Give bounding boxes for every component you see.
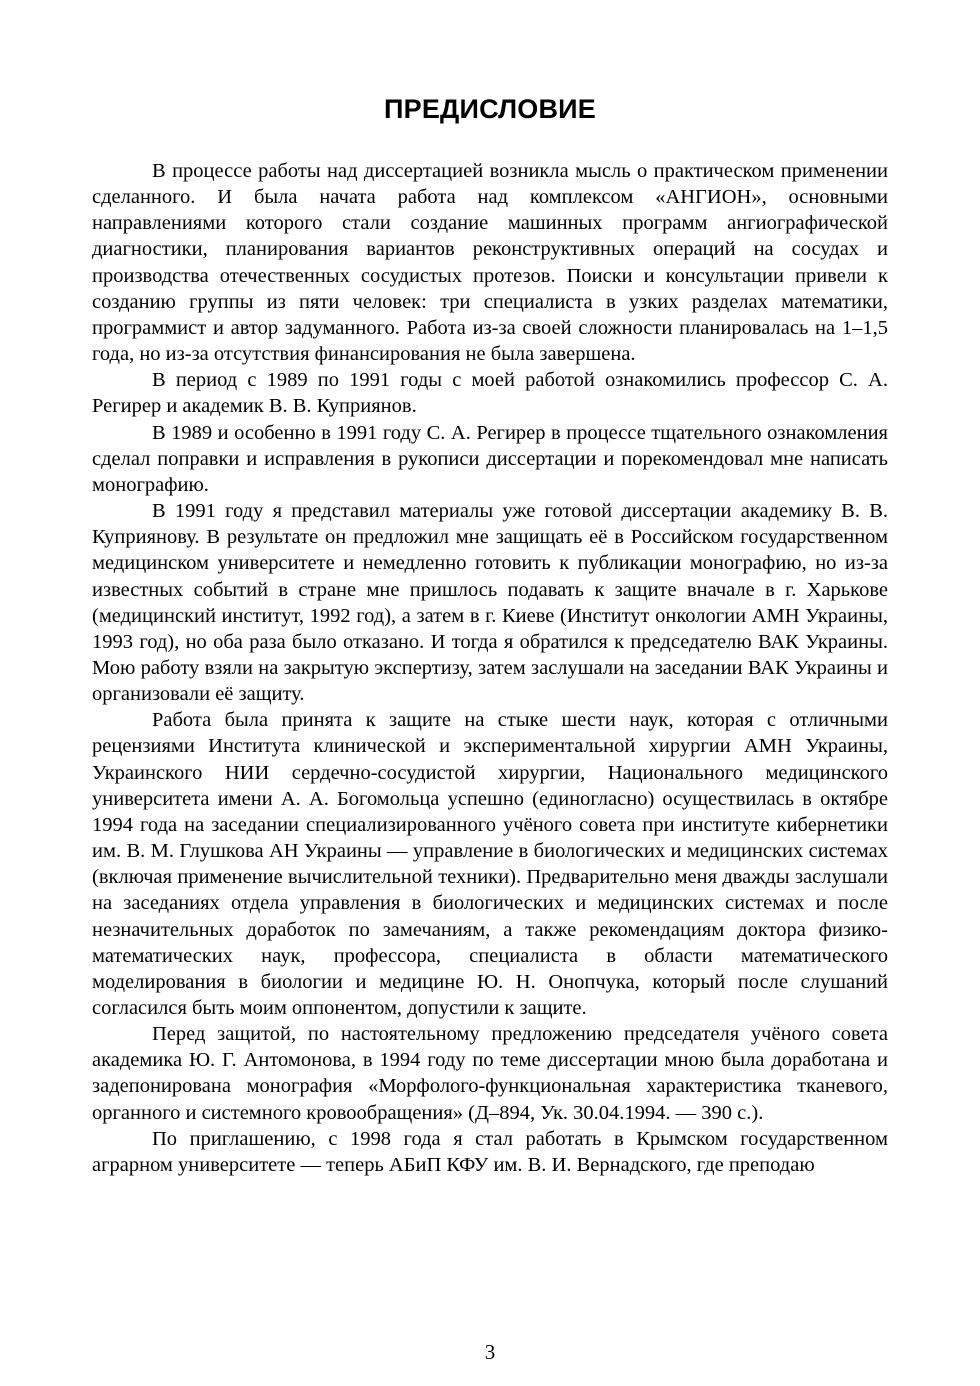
document-body: [92, 158, 888, 1178]
paragraph: Работа была принята к защите на стыке шести наук, которая с отличными рецензиями Института клинической и экспериментальной хирургии АМН Украины, Украинского НИИ сердечно-сосудистой хирургии, Национального медицинского университета имени А. А. Богомольца успешно (единогласно) осуществилась в октябре 1994 года на заседании специализированного учёного совета при институте кибернетики им. В. М. Глушкова АН Украины — управление в биологических и медицинских системах (включая применение вычислительной техники). Предварительно меня дважды заслушали на заседаниях отдела управления в биологических и медицинских системах и после незначительных доработок по замечаниям, а также рекомендациям доктора физико-математических наук, профессора, специалиста в области математического моделирования в биологии и медицине Ю. Н. Онопчука, который после слушаний согласился быть моим оппонентом, допустили к защите.: [92, 709, 888, 1019]
paragraph: В 1989 и особенно в 1991 году С. А. Регирер в процессе тщательного ознакомления сделал поправки и исправления в рукописи диссертации и порекомендовал мне написать монографию.: [92, 421, 888, 496]
paragraph: По приглашению, с 1998 года я стал работать в Крымском государственном аграрном университете — теперь АБиП КФУ им. В. И. Вернадского, где преподаю: [92, 1127, 888, 1176]
paragraph: В 1991 году я представил материалы уже готовой диссертации академику В. В. Куприянову. В результате он предложил мне защищать её в Российском государственном медицинском университете и немедленно готовить к публикации монографию, но из-за известных событий в стране мне пришлось подавать к защите вначале в г. Харькове (медицинский институт, 1992 год), а затем в г. Киеве (Институт онкологии АМН Украины, 1993 год), но оба раза было отказано. И тогда я обратился к председателю ВАК Украины. Мою работу взяли на закрытую экспертизу, затем заслушали на заседании ВАК Украины и организовали её защиту.: [92, 500, 888, 706]
page-content: [92, 86, 888, 1178]
paragraph: Перед защитой, по настоятельному предложению председателя учёного совета академика Ю. Г. Антомонова, в 1994 году по теме диссертации мною была доработана и задепонирована монография «Морфолого-функциональная характеристика тканевого, органного и системного кровообращения» (Д–894, Ук. 30.04.1994. — 390 с.).: [92, 1023, 888, 1124]
page-title: ПРЕДИСЛОВИЕ: [384, 94, 596, 124]
paragraph: В процессе работы над диссертацией возникла мысль о практическом применении сделанного. И была начата работа над комплексом «АНГИОН», основными направлениями которого стали создание машинных программ ангиографической диагностики, планирования вариантов реконструктивных операций на сосудах и производства отечественных сосудистых протезов. Поиски и консультации привели к созданию группы из пяти человек: три специалиста в узких разделах математики, программист и автор задуманного. Работа из-за своей сложности планировалась на 1–1,5 года, но из-за отсутствия финансирования не была завершена.: [92, 160, 888, 366]
paragraph: В период с 1989 по 1991 годы с моей работой ознакомились профессор С. А. Регирер и академик В. В. Куприянов.: [92, 369, 888, 418]
page-number: 3: [484, 1340, 496, 1364]
